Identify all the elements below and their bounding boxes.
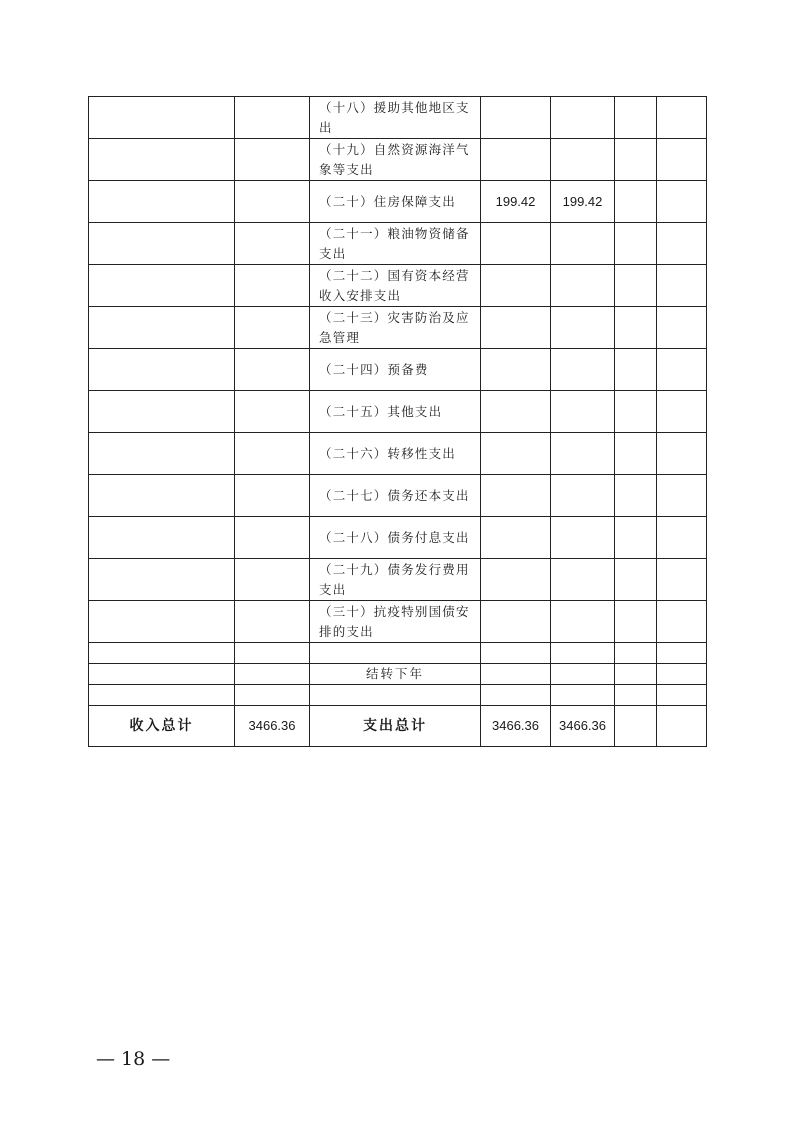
table-cell [657,685,707,706]
expense-total-label: 支出总计 [310,706,481,747]
income-amount-cell [235,97,310,139]
expense-item-cell: （十九）自然资源海洋气象等支出 [310,139,481,181]
income-amount-cell [235,601,310,643]
expense-item-cell: （二十四）预备费 [310,349,481,391]
expense-item-cell: （三十）抗疫特别国债安排的支出 [310,601,481,643]
table-cell [615,706,657,747]
table-cell [615,349,657,391]
expense-amount2-cell [551,517,615,559]
expense-item-cell: （二十三）灾害防治及应急管理 [310,307,481,349]
table-cell [615,391,657,433]
table-cell [615,139,657,181]
expense-amount-cell [481,601,551,643]
table-row [89,685,707,706]
table-cell [657,223,707,265]
table-row [89,433,707,475]
table-cell [657,265,707,307]
table-cell [615,433,657,475]
table-cell [310,685,481,706]
table-row [89,475,707,517]
table-cell [551,685,615,706]
income-item-cell [89,391,235,433]
table-cell [657,517,707,559]
table-row [89,601,707,643]
table-cell [657,139,707,181]
table-cell [615,97,657,139]
table-cell [657,475,707,517]
table-cell [615,643,657,664]
table-cell [89,664,235,685]
totals-row [89,706,707,747]
table-cell [615,664,657,685]
table-cell [657,706,707,747]
table-cell [657,643,707,664]
expense-amount-cell [481,349,551,391]
table-cell [657,349,707,391]
expense-item-cell: （二十二）国有资本经营收入安排支出 [310,265,481,307]
expense-amount-cell [481,307,551,349]
table-cell [235,664,310,685]
table-row [89,559,707,601]
carry-forward-label: 结转下年 [310,664,481,685]
table-cell [615,223,657,265]
income-item-cell [89,181,235,223]
expense-item-cell: （二十八）债务付息支出 [310,517,481,559]
table-row [89,181,707,223]
income-total-value: 3466.36 [235,706,310,747]
expense-item-cell: （二十九）债务发行费用支出 [310,559,481,601]
expense-item-cell: （二十七）债务还本支出 [310,475,481,517]
table-cell [481,664,551,685]
income-total-label: 收入总计 [89,706,235,747]
income-item-cell [89,349,235,391]
table-cell [657,601,707,643]
income-amount-cell [235,517,310,559]
table-cell [657,181,707,223]
table-cell [235,643,310,664]
expense-amount-cell: 199.42 [481,181,551,223]
table-cell [657,307,707,349]
expense-amount-cell [481,97,551,139]
income-amount-cell [235,349,310,391]
income-amount-cell [235,139,310,181]
income-amount-cell [235,265,310,307]
income-item-cell [89,223,235,265]
table-cell [657,559,707,601]
income-item-cell [89,139,235,181]
table-body [89,97,707,747]
table-cell [615,685,657,706]
income-amount-cell [235,433,310,475]
expense-amount2-cell: 199.42 [551,181,615,223]
table-cell [615,181,657,223]
table-row [89,307,707,349]
table-cell [481,685,551,706]
table-cell [657,391,707,433]
expense-amount2-cell [551,349,615,391]
table-cell [551,643,615,664]
table-cell [615,475,657,517]
expense-item-cell: （二十）住房保障支出 [310,181,481,223]
expense-amount-cell [481,433,551,475]
table-cell [615,265,657,307]
income-amount-cell [235,391,310,433]
table-row [89,97,707,139]
table-row [89,139,707,181]
expense-amount2-cell [551,307,615,349]
table-cell [89,643,235,664]
expense-amount2-cell [551,559,615,601]
table-row [89,391,707,433]
table-cell [551,664,615,685]
income-item-cell [89,433,235,475]
income-amount-cell [235,223,310,265]
table-cell [310,643,481,664]
expense-amount-cell [481,559,551,601]
table-row [89,643,707,664]
expense-amount2-cell [551,223,615,265]
table-cell [89,685,235,706]
income-item-cell [89,265,235,307]
table-row [89,349,707,391]
income-amount-cell [235,475,310,517]
table-row [89,223,707,265]
income-amount-cell [235,307,310,349]
expense-amount2-cell [551,433,615,475]
expense-item-cell: （二十六）转移性支出 [310,433,481,475]
income-item-cell [89,559,235,601]
table-cell [615,559,657,601]
income-item-cell [89,517,235,559]
table-cell [657,433,707,475]
table-row [89,265,707,307]
table-cell [615,307,657,349]
expense-amount2-cell [551,97,615,139]
expense-amount2-cell [551,139,615,181]
table-cell [481,643,551,664]
expense-amount-cell [481,391,551,433]
expense-amount-cell [481,265,551,307]
expense-item-cell: （二十五）其他支出 [310,391,481,433]
table-row [89,517,707,559]
income-item-cell [89,601,235,643]
table-cell [657,97,707,139]
expense-amount2-cell [551,265,615,307]
expense-amount-cell [481,139,551,181]
budget-table [88,96,707,747]
expense-amount2-cell [551,391,615,433]
expense-total-value2: 3466.36 [551,706,615,747]
expense-amount2-cell [551,601,615,643]
income-amount-cell [235,559,310,601]
expense-item-cell: （二十一）粮油物资储备支出 [310,223,481,265]
income-amount-cell [235,181,310,223]
expense-amount-cell [481,475,551,517]
income-item-cell [89,307,235,349]
expense-item-cell: （十八）援助其他地区支出 [310,97,481,139]
expense-total-value: 3466.36 [481,706,551,747]
table-cell [615,601,657,643]
expense-amount-cell [481,517,551,559]
expense-amount2-cell [551,475,615,517]
table-cell [615,517,657,559]
carry-forward-row [89,664,707,685]
income-item-cell [89,97,235,139]
table-cell [657,664,707,685]
table-cell [235,685,310,706]
page-number: — 18 — [96,1048,171,1070]
expense-amount-cell [481,223,551,265]
income-item-cell [89,475,235,517]
